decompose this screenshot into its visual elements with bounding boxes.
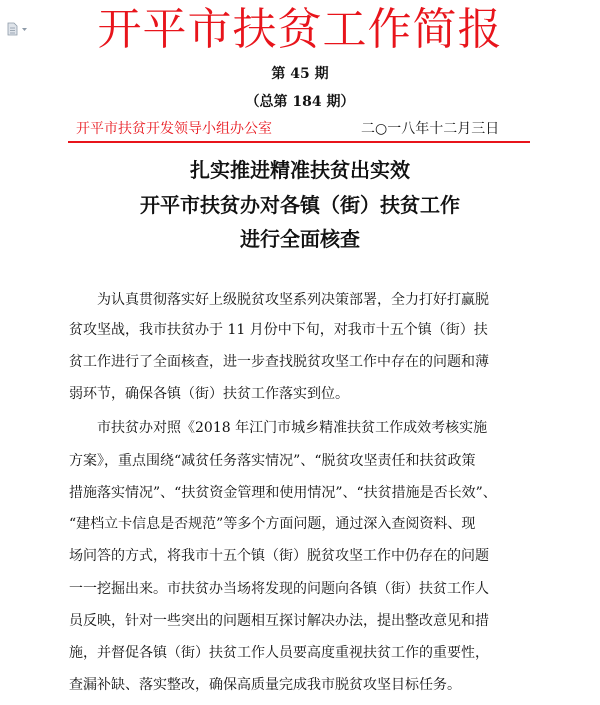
paragraph-2-line: 场问答的方式，将我市十五个镇（街）脱贫攻坚工作中仍存在的问题	[69, 548, 489, 564]
headline-line: 扎实推进精准扶贫出实效	[190, 158, 410, 182]
bulletin-masthead: 开平市扶贫工作简报	[97, 4, 503, 55]
red-divider	[68, 141, 530, 143]
paragraph-1-line: 为认真贯彻落实好上级脱贫攻坚系列决策部署，全力打好打赢脱	[97, 292, 489, 308]
paragraph-2-line: 员反映，针对一些突出的问题相互探讨解决办法，提出整改意见和措	[69, 613, 489, 629]
paragraph-2-line: 市扶贫办对照《2018 年江门市城乡精准扶贫工作成效考核实施	[97, 420, 488, 436]
headline-line: 进行全面核查	[240, 227, 360, 251]
paragraph-2-line: “建档立卡信息是否规范”等多个方面问题，通过深入查阅资料、现	[69, 516, 476, 532]
issuing-office: 开平市扶贫开发领导小组办公室	[76, 121, 272, 137]
headline-line: 开平市扶贫办对各镇（街）扶贫工作	[140, 193, 460, 217]
paragraph-1-line: 贫工作进行了全面核查，进一步查找脱贫攻坚工作中存在的问题和薄	[69, 354, 489, 370]
paragraph-2-line: 措施落实情况”、“扶贫资金管理和使用情况”、“扶贫措施是否长效”、	[69, 485, 497, 501]
issue-date: 二○一八年十二月三日	[361, 121, 500, 137]
paragraph-1-line: 弱环节，确保各镇（街）扶贫工作落实到位。	[69, 386, 349, 402]
paragraph-2-line: 一一挖掘出来。市扶贫办当场将发现的问题向各镇（街）扶贫工作人	[69, 581, 489, 597]
paragraph-2-line: 施，并督促各镇（街）扶贫工作人员要高度重视扶贫工作的重要性，	[69, 645, 489, 661]
paragraph-2-line: 查漏补缺、落实整改，确保高质量完成我市脱贫攻坚目标任务。	[69, 677, 461, 693]
total-issue-number: （总第 184 期）	[245, 94, 355, 110]
issue-number: 第 45 期	[271, 66, 329, 82]
paragraph-1-line: 贫攻坚战，我市扶贫办于 11 月份中下旬，对我市十五个镇（街）扶	[69, 322, 488, 338]
paragraph-2-line: 方案》，重点围绕“减贫任务落实情况”、“脱贫攻坚责任和扶贫政策	[69, 453, 476, 469]
